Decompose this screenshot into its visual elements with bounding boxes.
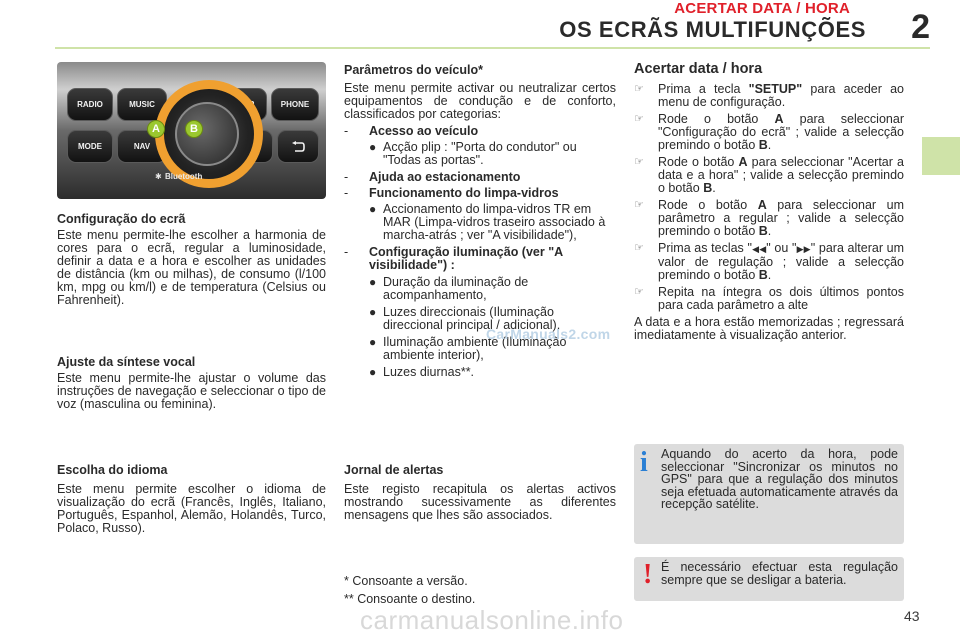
step-text: para seleccionar um parâmetro a regular ; valide a selecção premindo o botão xyxy=(658,198,904,238)
list-item-text: Luzes direccionais (Iluminação direccional principal / adicional), xyxy=(383,305,561,332)
section-title: Acertar data / hora xyxy=(634,61,763,77)
info-text: Aquando do acerto da hora, pode seleccionar "Sincronizar os minutos no GPS" para que a regulação dos minutos seja efetuada automaticamente através da recepção satélite. xyxy=(661,447,898,511)
section-language xyxy=(57,462,326,535)
header-divider xyxy=(55,47,930,49)
step-text: Prima as teclas " xyxy=(658,241,752,255)
list-item-text: Acção plip : "Porta do condutor" ou "Todas as portas". xyxy=(383,140,577,167)
step-text: . xyxy=(712,181,716,195)
list-item xyxy=(344,125,616,138)
section-text: Este menu permite escolher o idioma de visualização do ecrã (Francês, Inglês, Italiano, Português, Espanhol, Alemão, Holandês, Turco, Polaco, Russo). xyxy=(57,482,326,535)
step-key: "SETUP" xyxy=(748,82,803,96)
pointing-hand-icon: ☞ xyxy=(634,286,644,298)
section-text: Este menu permite-lhe escolher a harmonia de cores para o ecrã, regular a luminosidade, definir a data e a hora e escolher as unidades de distância (km ou milhas), de consumo (l/100 km, mpg ou km/l) e de temperatura (Celsius ou Fahrenheit). xyxy=(57,228,326,307)
pointing-hand-icon: ☞ xyxy=(634,113,644,125)
dash-marker: - xyxy=(344,186,349,200)
bullet-icon: ● xyxy=(369,140,377,154)
list-item xyxy=(344,141,616,167)
step-text: " para alterar um valor de regulação ; valide a selecção premindo o botão xyxy=(658,241,904,282)
pointing-hand-icon: ☞ xyxy=(634,156,644,168)
pointing-hand-icon: ☞ xyxy=(634,199,644,211)
list-item xyxy=(344,276,616,302)
info-note xyxy=(634,444,904,544)
step-item xyxy=(634,113,904,152)
dash-marker: - xyxy=(344,170,349,184)
watermark-text: CarManuals2.com xyxy=(486,326,611,342)
list-item xyxy=(344,246,616,272)
pointing-hand-icon: ☞ xyxy=(634,242,644,254)
step-text: Repita na íntegra os dois últimos pontos para cada parâmetro a alte xyxy=(658,285,904,312)
warning-text: É necessário efectuar esta regulação sempre que se desligar a bateria. xyxy=(661,560,898,587)
step-text: . xyxy=(767,268,772,282)
step-text: para aceder ao menu de configuração. xyxy=(658,82,905,109)
step-key: A xyxy=(738,155,748,169)
list-item-label: Ajuda ao estacionamento xyxy=(369,170,521,184)
step-text: para seleccionar "Configuração do ecrã" ; valide a selecção premindo o botão xyxy=(658,112,904,152)
panel-button-mode: MODE xyxy=(67,130,113,163)
section-title: Jornal de alertas xyxy=(344,463,444,477)
footnote: * Consoante a versão. xyxy=(344,574,468,588)
list-item-text: Accionamento do limpa-vidros TR em MAR (Limpa-vidros traseiro associado à marcha-atrás ; ver "A visibilidade"), xyxy=(383,202,606,242)
rewind-icon: ◀◀ xyxy=(751,244,767,254)
chapter-number: 2 xyxy=(911,8,930,46)
bullet-icon: ● xyxy=(369,202,377,216)
section-intro: Este menu permite activar ou neutralizar certos equipamentos de condução e de conforto, classificados por categorias: xyxy=(344,81,616,121)
bullet-icon: ● xyxy=(369,365,377,379)
footer-watermark: carmanualsonline.info xyxy=(360,605,624,635)
section-text: Este menu permite-lhe ajustar o volume das instruções de navegação e seleccionar o tipo de voz (masculina ou feminina). xyxy=(57,371,326,411)
control-panel-image xyxy=(57,62,326,199)
info-icon: i xyxy=(640,447,648,478)
list-item-text: Luzes diurnas**. xyxy=(383,365,475,379)
section-screen-config xyxy=(57,211,326,307)
bluetooth-icon: ✱ xyxy=(155,172,162,181)
closing-text: A data e a hora estão memorizadas ; regressará imediatamente à visualização anterior. xyxy=(634,315,904,342)
panel-button-music: MUSIC xyxy=(117,88,167,121)
bullet-icon: ● xyxy=(369,275,377,289)
list-item-text: Iluminação ambiente (Iluminação ambiente interior), xyxy=(383,335,567,362)
section-voice xyxy=(57,354,326,411)
page-number: 43 xyxy=(904,608,920,624)
return-arrow-icon xyxy=(277,130,319,163)
section-subtitle: ACERTAR DATA / HORA xyxy=(674,0,850,17)
step-text: Prima a tecla xyxy=(658,82,749,96)
bullet-icon: ● xyxy=(369,305,377,319)
step-text: para seleccionar "Acertar a data e a hora" ; valide a selecção premindo o botão xyxy=(658,155,904,195)
section-title: Configuração do ecrã xyxy=(57,212,186,226)
step-text: Rode o botão xyxy=(658,112,775,126)
section-title: Ajuste da síntese vocal xyxy=(57,355,196,369)
step-item xyxy=(634,83,904,109)
step-item xyxy=(634,286,904,312)
list-item-label: Configuração iluminação (ver "A visibilidade") : xyxy=(369,245,563,272)
step-text: . xyxy=(767,138,772,152)
step-key: A xyxy=(757,198,767,212)
footnote: ** Consoante o destino. xyxy=(344,592,476,606)
list-item xyxy=(344,203,616,242)
section-title: Escolha do idioma xyxy=(57,463,168,477)
page-title: OS ECRÃS MULTIFUNÇÕES xyxy=(559,17,866,42)
section-title: Parâmetros do veículo* xyxy=(344,63,483,77)
list-item xyxy=(344,171,616,184)
list-item xyxy=(344,187,616,200)
step-key: B xyxy=(758,138,768,152)
section-alerts xyxy=(344,462,616,522)
knob-badge-a: A xyxy=(147,120,165,138)
panel-button-phone: PHONE xyxy=(271,88,319,121)
step-key: B xyxy=(758,224,768,238)
step-key: A xyxy=(774,112,784,126)
bluetooth-label: Bluetooth xyxy=(165,172,203,181)
footnotes xyxy=(344,575,616,606)
list-item xyxy=(344,366,616,379)
pointing-hand-icon: ☞ xyxy=(634,83,644,95)
dash-marker: - xyxy=(344,245,349,259)
fast-forward-icon: ▶▶ xyxy=(796,244,811,254)
bullet-icon: ● xyxy=(369,335,377,349)
warning-icon: ! xyxy=(643,559,653,590)
dash-marker: - xyxy=(344,124,349,138)
step-text: Rode o botão xyxy=(658,198,758,212)
step-item xyxy=(634,199,904,238)
knob-center xyxy=(175,102,239,166)
panel-button-nav: NAV xyxy=(117,130,167,163)
panel-button-radio: RADIO xyxy=(67,88,113,121)
step-key: B xyxy=(758,268,768,282)
section-set-date-time xyxy=(634,61,904,342)
step-text: . xyxy=(767,224,772,238)
step-item xyxy=(634,156,904,195)
step-item xyxy=(634,242,904,282)
warning-note xyxy=(634,557,904,601)
step-text: Rode o botão xyxy=(658,155,739,169)
list-item-label: Acesso ao veículo xyxy=(369,124,479,138)
list-item-label: Funcionamento do limpa-vidros xyxy=(369,186,559,200)
chapter-tab xyxy=(922,137,960,175)
section-text: Este registo recapitula os alertas activos mostrando sucessivamente as diferentes mensagens que lhes são associados. xyxy=(344,482,616,522)
knob-badge-b: B xyxy=(185,120,203,138)
step-key: B xyxy=(703,181,713,195)
step-text: " ou " xyxy=(766,241,797,255)
list-item-text: Duração da iluminação de acompanhamento, xyxy=(383,275,529,302)
